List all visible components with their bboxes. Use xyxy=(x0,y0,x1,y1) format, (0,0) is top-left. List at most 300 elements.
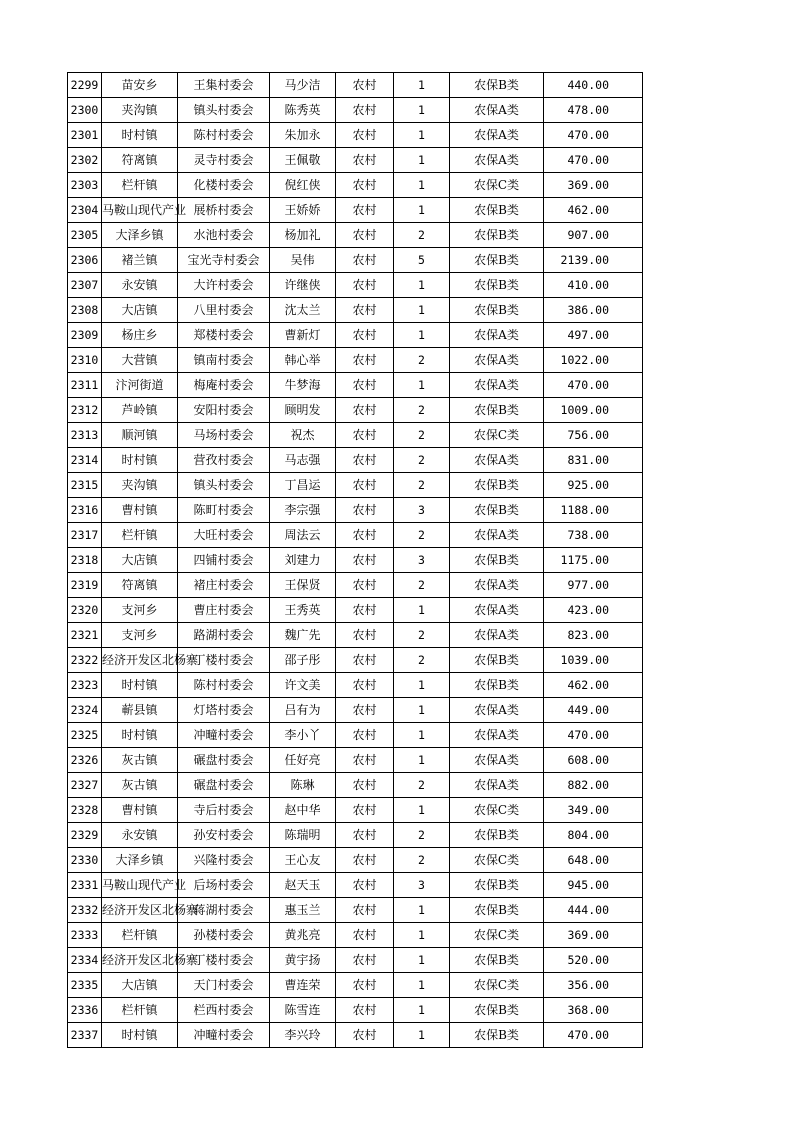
cell-amount: 497.00 xyxy=(544,323,643,348)
cell-township: 夹沟镇 xyxy=(102,98,178,123)
cell-insurance-category: 农保B类 xyxy=(450,248,544,273)
cell-township: 曹村镇 xyxy=(102,498,178,523)
cell-person-name: 牛梦海 xyxy=(270,373,336,398)
cell-insurance-category: 农保C类 xyxy=(450,848,544,873)
cell-village-committee: 镇头村委会 xyxy=(178,473,270,498)
cell-township: 蕲县镇 xyxy=(102,698,178,723)
cell-township: 杨庄乡 xyxy=(102,323,178,348)
cell-village-committee: 王集村委会 xyxy=(178,73,270,98)
cell-township: 夹沟镇 xyxy=(102,473,178,498)
cell-village-committee: 镇南村委会 xyxy=(178,348,270,373)
cell-row-number: 2300 xyxy=(68,98,102,123)
cell-village-committee: 马场村委会 xyxy=(178,423,270,448)
cell-township: 大店镇 xyxy=(102,298,178,323)
table-row xyxy=(68,823,643,848)
cell-household-count: 1 xyxy=(394,923,450,948)
cell-person-name: 王佩敬 xyxy=(270,148,336,173)
cell-household-count: 1 xyxy=(394,73,450,98)
cell-row-number: 2321 xyxy=(68,623,102,648)
cell-residence-type: 农村 xyxy=(336,173,394,198)
cell-amount: 520.00 xyxy=(544,948,643,973)
cell-residence-type: 农村 xyxy=(336,948,394,973)
cell-person-name: 赵天玉 xyxy=(270,873,336,898)
table-row xyxy=(68,148,643,173)
cell-household-count: 1 xyxy=(394,298,450,323)
cell-insurance-category: 农保B类 xyxy=(450,823,544,848)
cell-amount: 440.00 xyxy=(544,73,643,98)
cell-person-name: 李兴玲 xyxy=(270,1023,336,1048)
cell-household-count: 5 xyxy=(394,248,450,273)
cell-person-name: 李宗强 xyxy=(270,498,336,523)
cell-residence-type: 农村 xyxy=(336,573,394,598)
cell-amount: 470.00 xyxy=(544,723,643,748)
cell-residence-type: 农村 xyxy=(336,973,394,998)
cell-township: 马鞍山现代产业 xyxy=(102,873,178,898)
cell-household-count: 3 xyxy=(394,873,450,898)
cell-amount: 804.00 xyxy=(544,823,643,848)
cell-township: 时村镇 xyxy=(102,123,178,148)
cell-amount: 1188.00 xyxy=(544,498,643,523)
cell-village-committee: 水池村委会 xyxy=(178,223,270,248)
cell-residence-type: 农村 xyxy=(336,648,394,673)
cell-township: 曹村镇 xyxy=(102,798,178,823)
cell-person-name: 曹新灯 xyxy=(270,323,336,348)
cell-person-name: 马少洁 xyxy=(270,73,336,98)
cell-village-committee: 营孜村委会 xyxy=(178,448,270,473)
cell-township: 褚兰镇 xyxy=(102,248,178,273)
table-row xyxy=(68,98,643,123)
cell-amount: 356.00 xyxy=(544,973,643,998)
table-row xyxy=(68,298,643,323)
cell-amount: 1039.00 xyxy=(544,648,643,673)
cell-row-number: 2305 xyxy=(68,223,102,248)
cell-row-number: 2302 xyxy=(68,148,102,173)
cell-insurance-category: 农保A类 xyxy=(450,323,544,348)
cell-amount: 907.00 xyxy=(544,223,643,248)
cell-village-committee: 褚庄村委会 xyxy=(178,573,270,598)
cell-household-count: 2 xyxy=(394,348,450,373)
cell-village-committee: 栏西村委会 xyxy=(178,998,270,1023)
table-row xyxy=(68,673,643,698)
cell-row-number: 2331 xyxy=(68,873,102,898)
cell-township: 汴河街道 xyxy=(102,373,178,398)
table-row xyxy=(68,1023,643,1048)
cell-amount: 925.00 xyxy=(544,473,643,498)
cell-residence-type: 农村 xyxy=(336,223,394,248)
cell-amount: 470.00 xyxy=(544,148,643,173)
cell-amount: 648.00 xyxy=(544,848,643,873)
cell-village-committee: 灵寺村委会 xyxy=(178,148,270,173)
cell-residence-type: 农村 xyxy=(336,873,394,898)
cell-person-name: 曹连荣 xyxy=(270,973,336,998)
cell-household-count: 1 xyxy=(394,273,450,298)
cell-village-committee: 化楼村委会 xyxy=(178,173,270,198)
cell-village-committee: 孙楼村委会 xyxy=(178,923,270,948)
cell-residence-type: 农村 xyxy=(336,598,394,623)
table-row xyxy=(68,323,643,348)
cell-row-number: 2315 xyxy=(68,473,102,498)
cell-person-name: 赵中华 xyxy=(270,798,336,823)
cell-person-name: 马志强 xyxy=(270,448,336,473)
cell-township: 经济开发区北杨寨 xyxy=(102,648,178,673)
cell-township: 栏杆镇 xyxy=(102,523,178,548)
cell-row-number: 2325 xyxy=(68,723,102,748)
table-row xyxy=(68,773,643,798)
cell-person-name: 许文美 xyxy=(270,673,336,698)
cell-row-number: 2309 xyxy=(68,323,102,348)
cell-row-number: 2306 xyxy=(68,248,102,273)
cell-amount: 1009.00 xyxy=(544,398,643,423)
cell-household-count: 1 xyxy=(394,598,450,623)
cell-township: 符离镇 xyxy=(102,573,178,598)
cell-person-name: 许继侠 xyxy=(270,273,336,298)
cell-person-name: 朱加永 xyxy=(270,123,336,148)
cell-village-committee: 安阳村委会 xyxy=(178,398,270,423)
cell-residence-type: 农村 xyxy=(336,998,394,1023)
cell-residence-type: 农村 xyxy=(336,248,394,273)
cell-village-committee: 兴隆村委会 xyxy=(178,848,270,873)
cell-row-number: 2330 xyxy=(68,848,102,873)
cell-village-committee: 八里村委会 xyxy=(178,298,270,323)
cell-row-number: 2328 xyxy=(68,798,102,823)
table-row xyxy=(68,373,643,398)
cell-person-name: 黄兆亮 xyxy=(270,923,336,948)
cell-amount: 444.00 xyxy=(544,898,643,923)
cell-insurance-category: 农保B类 xyxy=(450,223,544,248)
table-row xyxy=(68,173,643,198)
cell-household-count: 1 xyxy=(394,898,450,923)
cell-row-number: 2311 xyxy=(68,373,102,398)
cell-row-number: 2316 xyxy=(68,498,102,523)
cell-insurance-category: 农保B类 xyxy=(450,898,544,923)
cell-residence-type: 农村 xyxy=(336,348,394,373)
cell-amount: 608.00 xyxy=(544,748,643,773)
table-row xyxy=(68,623,643,648)
cell-residence-type: 农村 xyxy=(336,623,394,648)
cell-row-number: 2304 xyxy=(68,198,102,223)
cell-residence-type: 农村 xyxy=(336,448,394,473)
cell-amount: 470.00 xyxy=(544,373,643,398)
cell-village-committee: 灯塔村委会 xyxy=(178,698,270,723)
cell-household-count: 2 xyxy=(394,448,450,473)
cell-person-name: 黄宇扬 xyxy=(270,948,336,973)
cell-township: 经济开发区北杨寨 xyxy=(102,898,178,923)
cell-amount: 1022.00 xyxy=(544,348,643,373)
cell-village-committee: 曹庄村委会 xyxy=(178,598,270,623)
cell-household-count: 2 xyxy=(394,823,450,848)
cell-row-number: 2308 xyxy=(68,298,102,323)
cell-row-number: 2327 xyxy=(68,773,102,798)
cell-amount: 462.00 xyxy=(544,673,643,698)
cell-person-name: 沈太兰 xyxy=(270,298,336,323)
cell-township: 时村镇 xyxy=(102,448,178,473)
cell-village-committee: 后场村委会 xyxy=(178,873,270,898)
cell-person-name: 杨加礼 xyxy=(270,223,336,248)
cell-insurance-category: 农保A类 xyxy=(450,373,544,398)
cell-insurance-category: 农保A类 xyxy=(450,98,544,123)
cell-insurance-category: 农保B类 xyxy=(450,948,544,973)
cell-row-number: 2307 xyxy=(68,273,102,298)
cell-row-number: 2336 xyxy=(68,998,102,1023)
cell-person-name: 顾明发 xyxy=(270,398,336,423)
cell-household-count: 1 xyxy=(394,948,450,973)
cell-village-committee: 寺后村委会 xyxy=(178,798,270,823)
cell-household-count: 2 xyxy=(394,623,450,648)
cell-row-number: 2323 xyxy=(68,673,102,698)
cell-household-count: 1 xyxy=(394,698,450,723)
cell-township: 大营镇 xyxy=(102,348,178,373)
cell-residence-type: 农村 xyxy=(336,198,394,223)
cell-residence-type: 农村 xyxy=(336,898,394,923)
cell-row-number: 2318 xyxy=(68,548,102,573)
cell-insurance-category: 农保A类 xyxy=(450,598,544,623)
cell-amount: 386.00 xyxy=(544,298,643,323)
cell-person-name: 王秀英 xyxy=(270,598,336,623)
cell-insurance-category: 农保A类 xyxy=(450,523,544,548)
cell-residence-type: 农村 xyxy=(336,1023,394,1048)
cell-person-name: 祝杰 xyxy=(270,423,336,448)
table-row xyxy=(68,348,643,373)
cell-row-number: 2329 xyxy=(68,823,102,848)
cell-amount: 977.00 xyxy=(544,573,643,598)
cell-village-committee: 碾盘村委会 xyxy=(178,748,270,773)
cell-township: 时村镇 xyxy=(102,723,178,748)
cell-household-count: 1 xyxy=(394,323,450,348)
cell-row-number: 2301 xyxy=(68,123,102,148)
cell-insurance-category: 农保B类 xyxy=(450,998,544,1023)
cell-household-count: 1 xyxy=(394,998,450,1023)
table-row xyxy=(68,398,643,423)
cell-township: 苗安乡 xyxy=(102,73,178,98)
cell-household-count: 1 xyxy=(394,973,450,998)
cell-residence-type: 农村 xyxy=(336,823,394,848)
cell-residence-type: 农村 xyxy=(336,148,394,173)
cell-village-committee: 孙安村委会 xyxy=(178,823,270,848)
table-row xyxy=(68,848,643,873)
cell-residence-type: 农村 xyxy=(336,398,394,423)
cell-residence-type: 农村 xyxy=(336,498,394,523)
cell-township: 芦岭镇 xyxy=(102,398,178,423)
cell-insurance-category: 农保B类 xyxy=(450,473,544,498)
cell-row-number: 2303 xyxy=(68,173,102,198)
data-table xyxy=(67,72,643,1048)
cell-residence-type: 农村 xyxy=(336,123,394,148)
cell-amount: 756.00 xyxy=(544,423,643,448)
cell-township: 经济开发区北杨寨 xyxy=(102,948,178,973)
cell-village-committee: 陈町村委会 xyxy=(178,498,270,523)
cell-person-name: 倪红侠 xyxy=(270,173,336,198)
table-row xyxy=(68,648,643,673)
cell-amount: 738.00 xyxy=(544,523,643,548)
cell-residence-type: 农村 xyxy=(336,423,394,448)
cell-township: 永安镇 xyxy=(102,273,178,298)
cell-insurance-category: 农保B类 xyxy=(450,873,544,898)
cell-person-name: 刘建力 xyxy=(270,548,336,573)
cell-insurance-category: 农保A类 xyxy=(450,698,544,723)
cell-residence-type: 农村 xyxy=(336,748,394,773)
cell-residence-type: 农村 xyxy=(336,273,394,298)
table-row xyxy=(68,973,643,998)
cell-household-count: 2 xyxy=(394,223,450,248)
cell-insurance-category: 农保C类 xyxy=(450,973,544,998)
cell-village-committee: 镇头村委会 xyxy=(178,98,270,123)
table-row xyxy=(68,198,643,223)
cell-township: 支河乡 xyxy=(102,623,178,648)
cell-village-committee: 冲疃村委会 xyxy=(178,1023,270,1048)
cell-village-committee: 陈村村委会 xyxy=(178,123,270,148)
cell-insurance-category: 农保C类 xyxy=(450,798,544,823)
table-row xyxy=(68,573,643,598)
table-row xyxy=(68,873,643,898)
cell-insurance-category: 农保B类 xyxy=(450,398,544,423)
cell-row-number: 2333 xyxy=(68,923,102,948)
cell-household-count: 2 xyxy=(394,523,450,548)
cell-amount: 823.00 xyxy=(544,623,643,648)
table-row xyxy=(68,498,643,523)
cell-row-number: 2322 xyxy=(68,648,102,673)
cell-township: 马鞍山现代产业 xyxy=(102,198,178,223)
cell-residence-type: 农村 xyxy=(336,798,394,823)
cell-residence-type: 农村 xyxy=(336,323,394,348)
cell-residence-type: 农村 xyxy=(336,923,394,948)
cell-household-count: 2 xyxy=(394,423,450,448)
table-row xyxy=(68,598,643,623)
cell-person-name: 陈秀英 xyxy=(270,98,336,123)
cell-person-name: 吕有为 xyxy=(270,698,336,723)
cell-village-committee: 四铺村委会 xyxy=(178,548,270,573)
cell-insurance-category: 农保A类 xyxy=(450,123,544,148)
table-row xyxy=(68,448,643,473)
table-row xyxy=(68,73,643,98)
cell-household-count: 1 xyxy=(394,173,450,198)
cell-insurance-category: 农保A类 xyxy=(450,348,544,373)
cell-residence-type: 农村 xyxy=(336,473,394,498)
cell-insurance-category: 农保C类 xyxy=(450,423,544,448)
cell-household-count: 3 xyxy=(394,498,450,523)
cell-village-committee: 冲疃村委会 xyxy=(178,723,270,748)
cell-person-name: 陈雪连 xyxy=(270,998,336,1023)
table-row xyxy=(68,723,643,748)
cell-village-committee: 天门村委会 xyxy=(178,973,270,998)
cell-row-number: 2312 xyxy=(68,398,102,423)
table-row xyxy=(68,698,643,723)
table-row xyxy=(68,898,643,923)
cell-residence-type: 农村 xyxy=(336,73,394,98)
cell-insurance-category: 农保B类 xyxy=(450,673,544,698)
cell-insurance-category: 农保B类 xyxy=(450,498,544,523)
cell-household-count: 2 xyxy=(394,848,450,873)
cell-township: 大泽乡镇 xyxy=(102,848,178,873)
cell-row-number: 2299 xyxy=(68,73,102,98)
cell-village-committee: 大许村委会 xyxy=(178,273,270,298)
cell-residence-type: 农村 xyxy=(336,848,394,873)
cell-insurance-category: 农保A类 xyxy=(450,748,544,773)
cell-township: 灰古镇 xyxy=(102,748,178,773)
cell-household-count: 2 xyxy=(394,398,450,423)
cell-household-count: 1 xyxy=(394,198,450,223)
cell-village-committee: 陈村村委会 xyxy=(178,673,270,698)
table-row xyxy=(68,923,643,948)
cell-township: 大店镇 xyxy=(102,973,178,998)
cell-township: 大店镇 xyxy=(102,548,178,573)
cell-amount: 1175.00 xyxy=(544,548,643,573)
cell-township: 栏杆镇 xyxy=(102,173,178,198)
table-row xyxy=(68,998,643,1023)
cell-insurance-category: 农保B类 xyxy=(450,648,544,673)
cell-insurance-category: 农保B类 xyxy=(450,73,544,98)
cell-amount: 470.00 xyxy=(544,1023,643,1048)
cell-person-name: 邵子彤 xyxy=(270,648,336,673)
cell-township: 栏杆镇 xyxy=(102,998,178,1023)
cell-insurance-category: 农保A类 xyxy=(450,773,544,798)
table-row xyxy=(68,273,643,298)
cell-person-name: 周法云 xyxy=(270,523,336,548)
cell-insurance-category: 农保B类 xyxy=(450,198,544,223)
cell-person-name: 王保贤 xyxy=(270,573,336,598)
cell-township: 顺河镇 xyxy=(102,423,178,448)
table-row xyxy=(68,423,643,448)
cell-household-count: 2 xyxy=(394,648,450,673)
cell-row-number: 2332 xyxy=(68,898,102,923)
cell-village-committee: 碾盘村委会 xyxy=(178,773,270,798)
cell-person-name: 魏广先 xyxy=(270,623,336,648)
cell-insurance-category: 农保A类 xyxy=(450,448,544,473)
cell-row-number: 2319 xyxy=(68,573,102,598)
cell-village-committee: 宝光寺村委会 xyxy=(178,248,270,273)
cell-residence-type: 农村 xyxy=(336,98,394,123)
cell-township: 时村镇 xyxy=(102,673,178,698)
cell-insurance-category: 农保A类 xyxy=(450,623,544,648)
cell-township: 栏杆镇 xyxy=(102,923,178,948)
cell-amount: 410.00 xyxy=(544,273,643,298)
cell-insurance-category: 农保C类 xyxy=(450,173,544,198)
cell-household-count: 1 xyxy=(394,1023,450,1048)
cell-residence-type: 农村 xyxy=(336,723,394,748)
table-row xyxy=(68,473,643,498)
cell-village-committee: 丁楼村委会 xyxy=(178,648,270,673)
table-body xyxy=(68,73,643,1048)
cell-amount: 470.00 xyxy=(544,123,643,148)
table-row xyxy=(68,223,643,248)
cell-township: 符离镇 xyxy=(102,148,178,173)
cell-person-name: 王娇娇 xyxy=(270,198,336,223)
cell-person-name: 陈瑞明 xyxy=(270,823,336,848)
cell-village-committee: 大旺村委会 xyxy=(178,523,270,548)
cell-residence-type: 农村 xyxy=(336,523,394,548)
cell-row-number: 2317 xyxy=(68,523,102,548)
cell-person-name: 陈琳 xyxy=(270,773,336,798)
table-row xyxy=(68,948,643,973)
cell-household-count: 1 xyxy=(394,723,450,748)
cell-amount: 478.00 xyxy=(544,98,643,123)
cell-person-name: 王心友 xyxy=(270,848,336,873)
table-row xyxy=(68,123,643,148)
cell-residence-type: 农村 xyxy=(336,298,394,323)
cell-row-number: 2324 xyxy=(68,698,102,723)
cell-amount: 882.00 xyxy=(544,773,643,798)
cell-amount: 2139.00 xyxy=(544,248,643,273)
cell-insurance-category: 农保A类 xyxy=(450,723,544,748)
cell-insurance-category: 农保B类 xyxy=(450,548,544,573)
cell-insurance-category: 农保B类 xyxy=(450,298,544,323)
cell-residence-type: 农村 xyxy=(336,673,394,698)
cell-insurance-category: 农保B类 xyxy=(450,1023,544,1048)
cell-residence-type: 农村 xyxy=(336,773,394,798)
cell-amount: 369.00 xyxy=(544,923,643,948)
cell-township: 永安镇 xyxy=(102,823,178,848)
cell-household-count: 2 xyxy=(394,773,450,798)
table-row xyxy=(68,548,643,573)
